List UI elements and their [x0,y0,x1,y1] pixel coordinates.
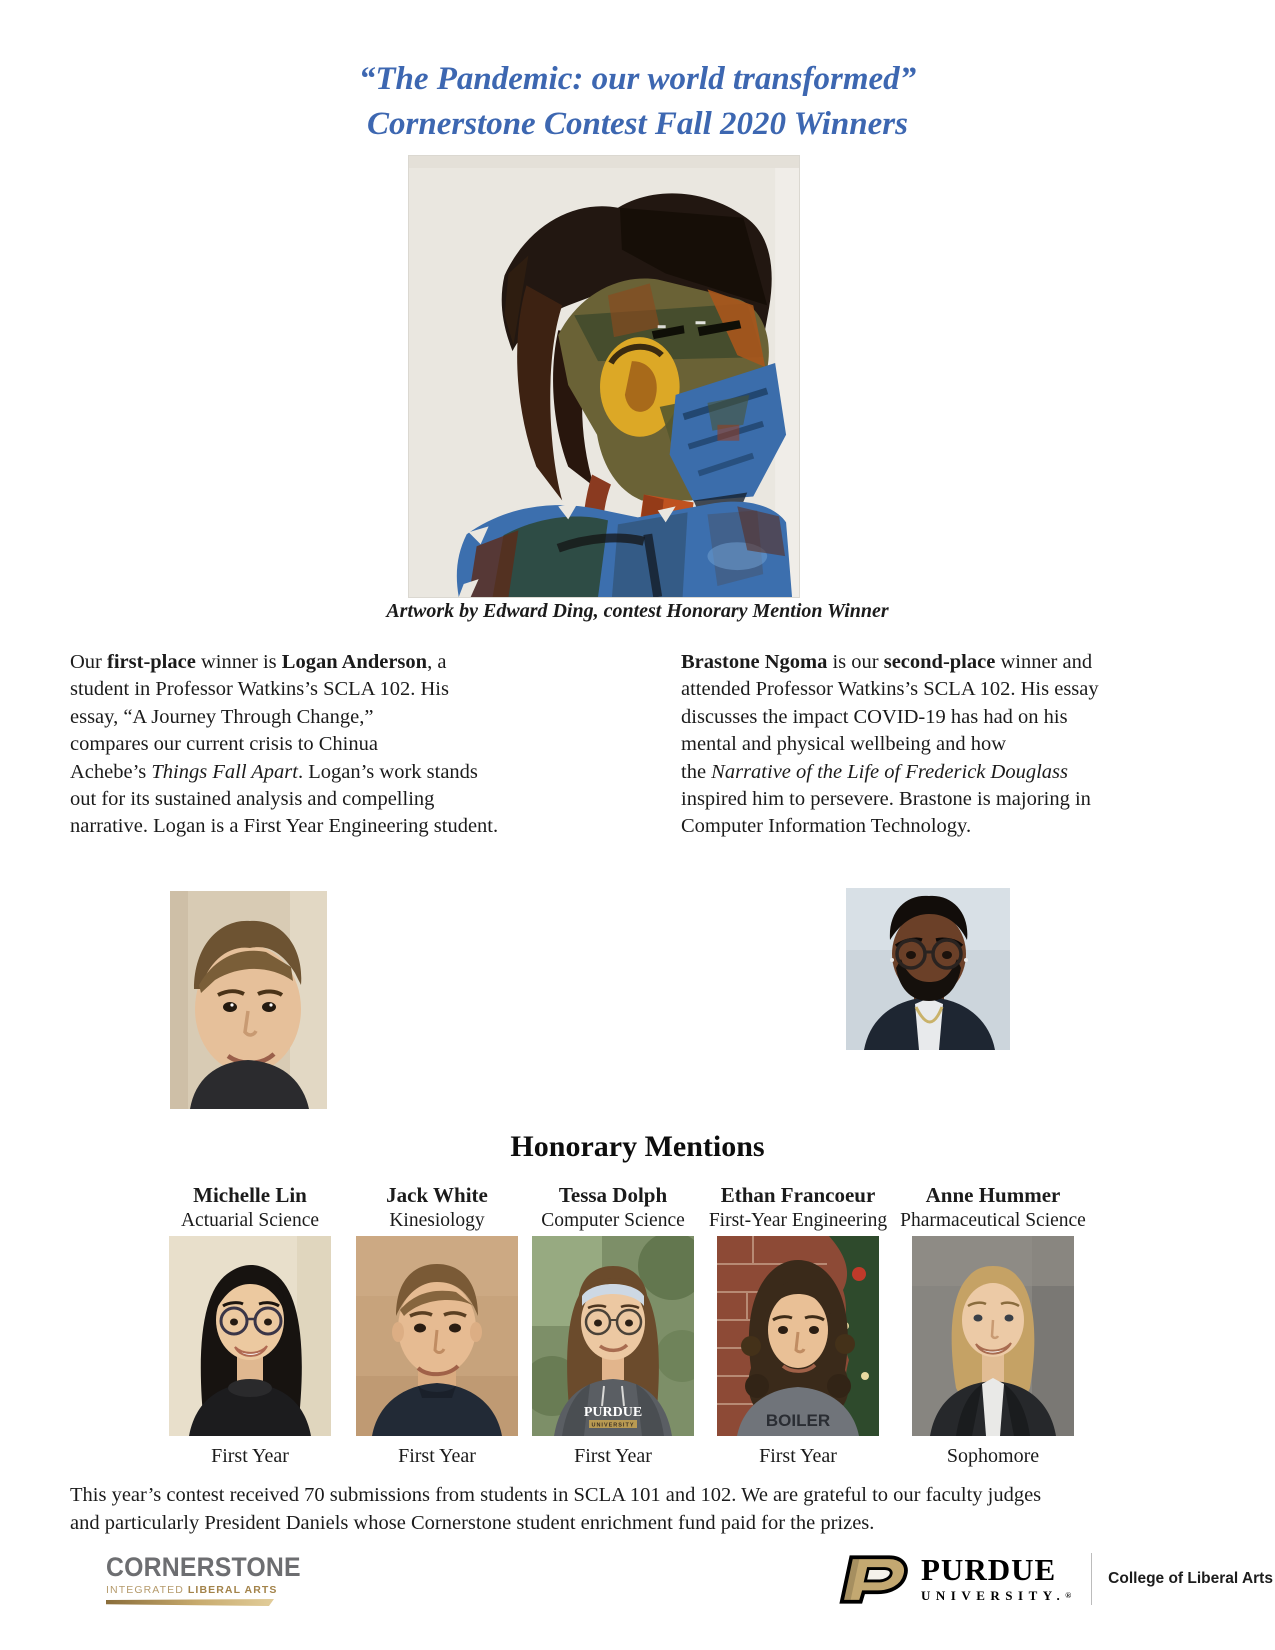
person-year: First Year [211,1445,289,1467]
cornerstone-logo [106,1552,318,1606]
first-place-paragraph: Our first-place winner is Logan Anderson, a student in Professor Watkins’s SCLA 102. His essay, “A Journey Through Change,” compares our current crisis to Chinua Achebe’s Things Fall Apart. Logan’s work stands out for its sustained analysis and compelling narrative. Logan is a First Year Engineering student. [70,651,499,838]
person-major: Actuarial Science [180,1210,320,1231]
person-name: Tessa Dolph [558,1183,668,1207]
photo-jack-white [356,1236,518,1436]
tessa-portrait-illustration [532,1236,694,1436]
person-name: Jack White [386,1183,488,1207]
artwork-caption: Artwork by Edward Ding, contest Honorary Mention Winner [386,600,889,622]
photo-anne-hummer [912,1236,1074,1436]
page-title-line1: “The Pandemic: our world transformed” [358,61,917,97]
artwork-image [408,155,800,598]
cornerstone-swoosh-icon [106,1599,274,1606]
photo-ethan-francoeur [717,1236,879,1436]
cornerstone-tagline: INTEGRATED LIBERAL ARTS [106,1584,278,1596]
honorary-card-michelle-lin [158,1182,342,1468]
person-name: Anne Hummer [925,1183,1061,1207]
ethan-portrait-illustration [717,1236,879,1436]
person-year: First Year [574,1445,652,1467]
person-year: First Year [398,1445,476,1467]
honorary-mentions-heading: Honorary Mentions [510,1130,765,1163]
brastone-portrait-illustration [846,888,1010,1050]
svg-text:BOILER: BOILER [765,1411,831,1430]
honorary-card-jack-white [346,1182,528,1468]
college-of-liberal-arts-label: College of Liberal Arts [1108,1570,1273,1587]
person-name: Michelle Lin [193,1183,307,1207]
page-title-line2: Cornerstone Contest Fall 2020 Winners [367,106,908,142]
honorary-card-tessa-dolph [522,1182,704,1468]
person-major: First-Year Engineering [708,1210,888,1231]
photo-logan-anderson [170,891,327,1109]
logan-portrait-illustration [170,891,327,1109]
page-title [0,57,1275,147]
svg-text:UNIVERSITY: UNIVERSITY [591,1422,635,1429]
purdue-logo [837,1550,1273,1608]
svg-text:PURDUE: PURDUE [583,1405,643,1420]
photo-brastone-ngoma [846,888,1010,1050]
person-major: Pharmaceutical Science [900,1210,1086,1231]
second-place-paragraph: Brastone Ngoma is our second-place winner and attended Professor Watkins’s SCLA 102. His essay discusses the impact COVID-19 has had on his mental and physical wellbeing and how the Narrative of the Life of Frederick Douglass inspired him to persevere. Brastone is majoring in Computer Information Technology. [681,651,1099,838]
honorary-card-ethan-francoeur [704,1182,892,1468]
person-major: Kinesiology [389,1210,485,1231]
anne-portrait-illustration [912,1236,1074,1436]
honorary-card-anne-hummer [892,1182,1094,1468]
artwork-painting-illustration [409,156,799,597]
person-name: Ethan Francoeur [720,1183,876,1207]
photo-tessa-dolph [532,1236,694,1436]
person-major: Computer Science [541,1210,685,1231]
jack-portrait-illustration [356,1236,518,1436]
person-year: First Year [759,1445,837,1467]
closing-paragraph: This year’s contest received 70 submissions from students in SCLA 101 and 102. We are grateful to our faculty judges and particularly President Daniels whose Cornerstone student enrichment fund paid for the prizes. [70,1484,1042,1534]
purdue-wordmark: PURDUE UNIVERSITY.® [921,1551,1072,1603]
cornerstone-wordmark: CORNERSTONE [106,1552,301,1582]
purdue-p-icon [837,1552,909,1606]
michelle-portrait-illustration [169,1236,331,1436]
photo-michelle-lin [169,1236,331,1436]
person-year: Sophomore [946,1445,1040,1467]
logo-divider [1091,1553,1092,1605]
